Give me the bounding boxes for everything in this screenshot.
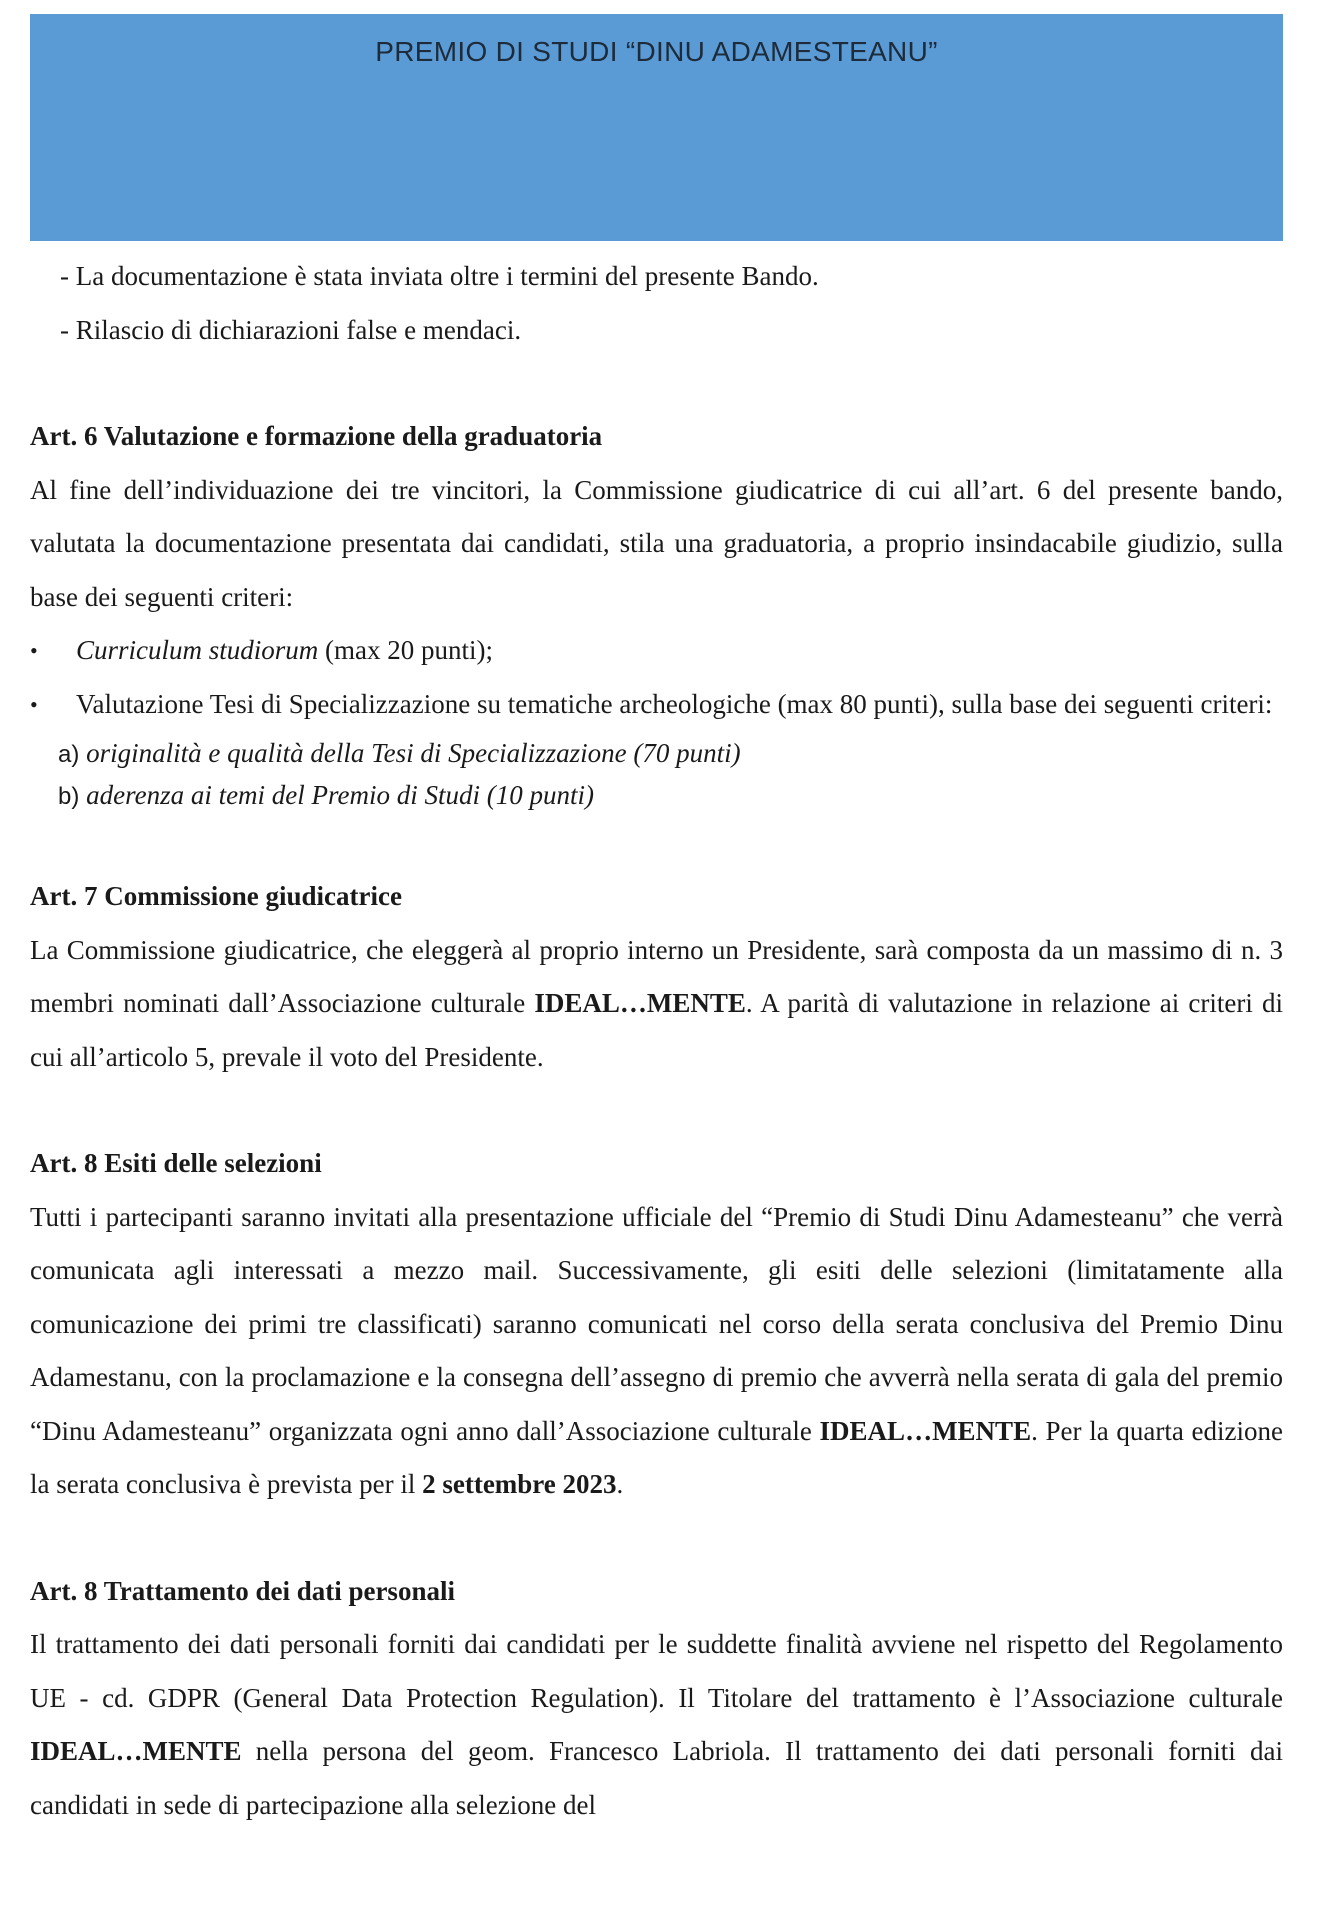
art8-text-3: . — [616, 1469, 624, 1499]
sub-criterion-b — [58, 775, 1283, 817]
thesis-criterion: Valutazione Tesi di Specializzazione su tematiche archeologiche (max 80 punti), sulla base dei seguenti criteri: — [76, 688, 1273, 719]
criteria-list — [30, 624, 1283, 731]
sub-text: originalità e qualità della Tesi di Specializzazione (70 punti) — [79, 738, 741, 768]
curriculum-points: (max 20 punti); — [318, 635, 494, 665]
privacy-text-2: nella persona del geom. Francesco Labriola. Il trattamento dei dati personali forniti dai candidati in sede di partecipazione alla selezione del — [30, 1736, 1283, 1820]
sub-letter: a) — [58, 741, 80, 768]
art6-heading: Art. 6 Valutazione e formazione della graduatoria — [30, 421, 603, 451]
spacer — [30, 1084, 1283, 1137]
exclusion-item: - Rilascio di dichiarazioni false e mendaci. — [60, 314, 522, 345]
sub-letter: b) — [58, 783, 80, 810]
sub-criterion-a — [58, 733, 1283, 775]
event-date: 2 settembre 2023 — [422, 1469, 617, 1499]
art7-text-2: . A parità di valutazione in relazione ai criteri di cui all’articolo 5, prevale il voto del Presidente. — [30, 988, 1283, 1072]
list-item — [30, 624, 1283, 678]
curriculum-label: Curriculum studiorum — [76, 635, 319, 665]
art8-text-1: Tutti i partecipanti saranno invitati alla presentazione ufficiale del “Premio di Studi Dinu Adamesteanu” che verrà comunicata agli interessati a mezzo mail. Successivamente, gli esiti delle selezioni (limitatamente alla comunicazione dei primi tre classificati) saranno comunicati nel corso della serata conclusiva del Premio Dinu Adamestanu, con la proclamazione e la consegna dell’assegno di premio che avverrà nella serata di gala del premio “Dinu Adamesteanu” organizzata ogni anno dall’Associazione culturale — [30, 1201, 1283, 1446]
spacer — [30, 357, 1283, 410]
document-title: PREMIO DI STUDI “DINU ADAMESTEANU” — [375, 36, 938, 67]
header-band — [30, 14, 1283, 241]
exclusion-item: - La documentazione è stata inviata oltre i termini del presente Bando. — [60, 261, 819, 291]
sub-text: aderenza ai temi del Premio di Studi (10 punti) — [79, 780, 595, 810]
list-item — [30, 678, 1283, 732]
spacer — [30, 817, 1283, 870]
bullet-icon: • — [30, 691, 38, 717]
bullet-icon: • — [30, 638, 38, 663]
art7-heading: Art. 7 Commissione giudicatrice — [30, 881, 402, 911]
sub-criteria — [30, 733, 1283, 817]
art6-intro: Al fine dell’individuazione dei tre vincitori, la Commissione giudicatrice di cui all’art. 6 del presente bando, valutata la documentazione presentata dai candidati, stila una graduatoria, a proprio insindacabile giudizio, sulla base dei seguenti criteri: — [30, 474, 1283, 612]
document-body — [30, 250, 1283, 1832]
art8-text-2: . Per la quarta edizione la serata conclusiva è prevista per il — [30, 1415, 1283, 1499]
org-name: IDEAL…MENTE — [534, 988, 746, 1018]
privacy-text — [30, 1618, 1283, 1832]
art8-heading: Art. 8 Esiti delle selezioni — [30, 1148, 322, 1178]
art8-text — [30, 1191, 1283, 1512]
art7-text-1: La Commissione giudicatrice, che eleggerà al proprio interno un Presidente, sarà composta da un massimo di n. 3 membri nominati dall’Associazione culturale — [30, 934, 1283, 1018]
spacer — [30, 1512, 1283, 1565]
privacy-text-1: Il trattamento dei dati personali forniti dai candidati per le suddette finalità avviene nel rispetto del Regolamento UE - cd. GDPR (General Data Protection Regulation). Il Titolare del trattamento è l’Associazione culturale — [30, 1629, 1283, 1713]
org-name: IDEAL…MENTE — [30, 1736, 242, 1766]
art7-text — [30, 924, 1283, 1085]
org-name: IDEAL…MENTE — [819, 1415, 1032, 1446]
privacy-heading: Art. 8 Trattamento dei dati personali — [30, 1575, 455, 1606]
